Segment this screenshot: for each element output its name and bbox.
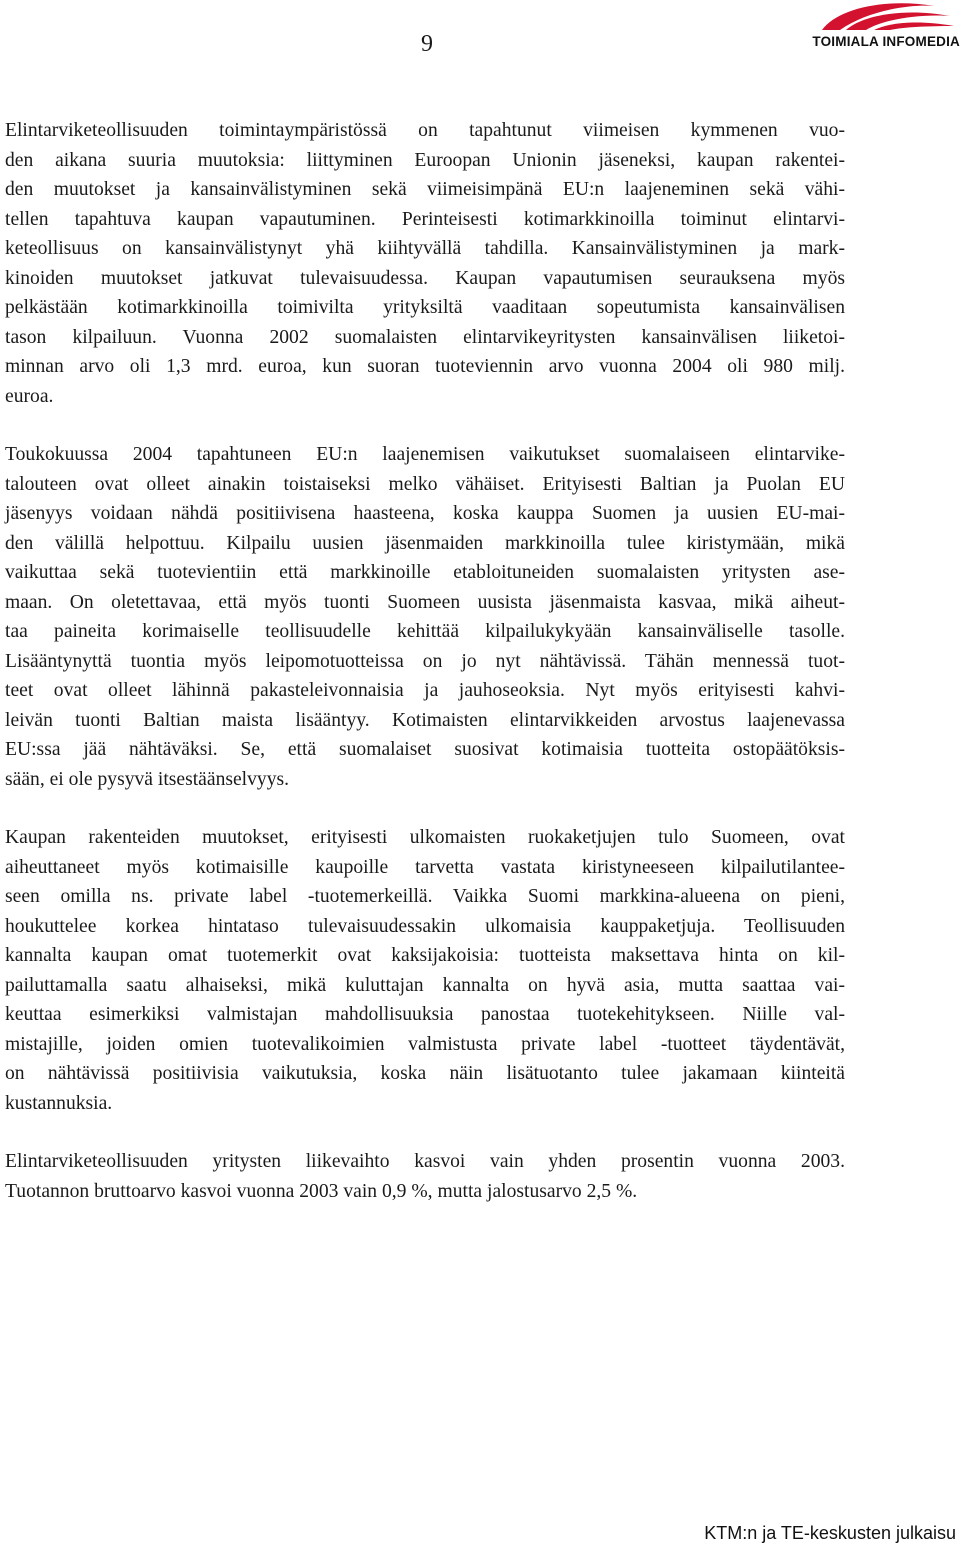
text-line: taa paineita korimaiselle teollisuudelle kehittää kilpailukykyään kansainväliselle tasolle. bbox=[5, 621, 845, 642]
text-line: aiheuttaneet myös kotimaisille kaupoille tarvetta vastata kiristyneeseen kilpailutilantee- bbox=[5, 856, 845, 878]
paragraph-4 bbox=[5, 1147, 845, 1206]
text-line: leivän tuonti Baltian maista lisääntyy. Kotimaisten elintarvikkeiden arvostus laajenevassa bbox=[5, 709, 845, 731]
text-line: keuttaa esimerkiksi valmistajan mahdollisuuksia panostaa tuotekehitykseen. Niille val- bbox=[5, 1004, 845, 1025]
footer-publication: KTM:n ja TE-keskusten julkaisu bbox=[704, 1523, 956, 1543]
body-text bbox=[5, 116, 845, 1235]
text-line: Lisääntynyttä tuontia myös leipomotuotteissa on jo nyt nähtävissä. Tähän mennessä tuot- bbox=[5, 650, 845, 672]
text-line: kannalta kaupan omat tuotemerkit ovat kaksijakoisia: tuotteista maksettava hinta on kil- bbox=[5, 945, 845, 966]
paragraph-2 bbox=[5, 440, 845, 794]
text-line: pailuttamalla saatu alhaiseksi, mikä kuluttajan kannalta on hyvä asia, mutta saattaa vai- bbox=[5, 974, 845, 996]
text-line: seen omilla ns. private label -tuotemerkeillä. Vaikka Suomi markkina-alueena on pieni, bbox=[5, 886, 845, 907]
text-line: sään, ei ole pysyvä itsestäänselvyys. bbox=[5, 768, 290, 790]
text-line: euroa. bbox=[5, 385, 54, 407]
text-line: minnan arvo oli 1,3 mrd. euroa, kun suoran tuoteviennin arvo vuonna 2004 oli 980 milj. bbox=[5, 356, 845, 377]
text-line: tason kilpailuun. Vuonna 2002 suomalaisten elintarvikeyritysten kansainvälisen liiketoi- bbox=[5, 326, 845, 348]
text-line: Toukokuussa 2004 tapahtuneen EU:n laajenemisen vaikutukset suomalaiseen elintarvike- bbox=[5, 444, 845, 465]
text-line: kinoiden muutokset jatkuvat tulevaisuudessa. Kaupan vapautumisen seurauksena myös bbox=[5, 267, 845, 289]
text-line: maan. On oletettavaa, että myös tuonti Suomeen uusista jäsenmaista kasvaa, mikä aiheut- bbox=[5, 591, 845, 613]
text-line: jäsenyys voidaan nähdä positiivisena haasteena, koska kauppa Suomen ja uusien EU-mai- bbox=[5, 503, 845, 524]
text-line: pelkästään kotimarkkinoilla toimivilta yrityksiltä vaaditaan sopeutumista kansainvälisen bbox=[5, 297, 845, 318]
paragraph-3 bbox=[5, 823, 845, 1118]
text-line: den muutokset ja kansainvälistyminen sekä viimeisimpänä EU:n laajeneminen sekä vähi- bbox=[5, 179, 845, 200]
text-line: den aikana suuria muutoksia: liittyminen Euroopan Unionin jäseneksi, kaupan rakentei- bbox=[5, 149, 845, 171]
toimiala-infomedia-logo bbox=[786, 0, 960, 56]
page-number: 9 bbox=[421, 31, 433, 57]
text-line: Tuotannon bruttoarvo kasvoi vuonna 2003 vain 0,9 %, mutta jalostusarvo 2,5 %. bbox=[5, 1180, 638, 1202]
text-line: talouteen ovat olleet ainakin toistaiseksi melko vähäiset. Erityisesti Baltian ja Puolan EU bbox=[5, 473, 845, 495]
text-line: teet ovat olleet lähinnä pakasteleivonnaisia ja jauhoseoksia. Nyt myös erityisesti kahvi- bbox=[5, 680, 845, 701]
text-line: vaikuttaa sekä tuotevientiin että markkinoille etabloituneiden suomalaisten yritysten ase- bbox=[5, 562, 845, 583]
text-line: kustannuksia. bbox=[5, 1092, 113, 1114]
text-line: EU:ssa jää nähtäväksi. Se, että suomalaiset suosivat kotimaisia tuotteita ostopäätöksis- bbox=[5, 739, 845, 760]
text-line: on nähtävissä positiivisia vaikutuksia, koska näin lisätuotanto tulee jakamaan kiinteitä bbox=[5, 1063, 845, 1084]
text-line: Kaupan rakenteiden muutokset, erityisesti ulkomaisten ruokaketjujen tulo Suomeen, ovat bbox=[5, 827, 845, 848]
logo-swoosh-icon bbox=[816, 0, 956, 36]
text-line: mistajille, joiden omien tuotevalikoimien valmistusta private label -tuotteet täydentävät, bbox=[5, 1033, 845, 1055]
text-line: houkuttelee korkea hintataso tulevaisuudessakin ulkomaisia kauppaketjuja. Teollisuuden bbox=[5, 915, 845, 937]
text-line: Elintarviketeollisuuden yritysten liikevaihto kasvoi vain yhden prosentin vuonna 2003. bbox=[5, 1151, 845, 1172]
logo-text: TOIMIALA INFOMEDIA bbox=[812, 34, 960, 49]
text-line: Elintarviketeollisuuden toimintaympäristössä on tapahtunut viimeisen kymmenen vuo- bbox=[5, 120, 845, 141]
text-line: tellen tapahtuva kaupan vapautuminen. Perinteisesti kotimarkkinoilla toiminut elintarvi- bbox=[5, 208, 845, 230]
text-line: keteollisuus on kansainvälistynyt yhä kiihtyvällä tahdilla. Kansainvälistyminen ja mark- bbox=[5, 238, 845, 259]
text-line: den välillä helpottuu. Kilpailu uusien jäsenmaiden markkinoilla tulee kiristymään, mikä bbox=[5, 532, 845, 554]
paragraph-1 bbox=[5, 116, 845, 411]
